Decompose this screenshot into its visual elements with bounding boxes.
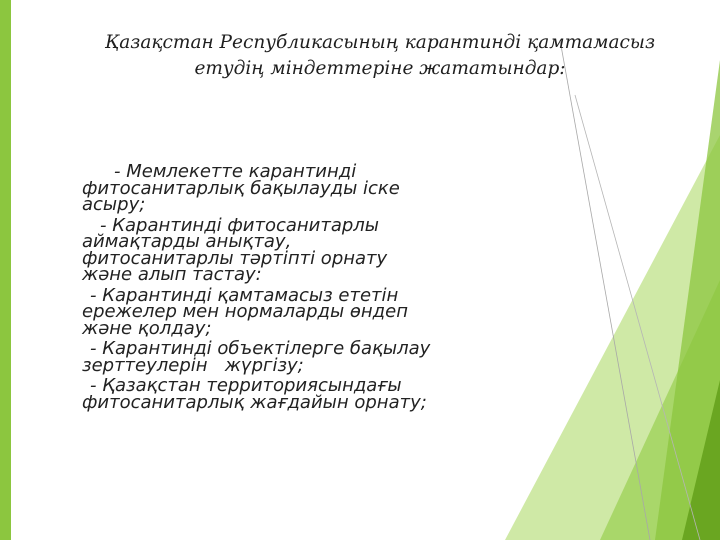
list-item-line: - Карантинді қамтамасыз ететін <box>90 284 399 306</box>
list-item-line: фитосанитарлық бақылауды іске <box>82 177 400 199</box>
list-item-line: ережелер мен нормаларды өндеп <box>82 301 408 322</box>
list-item-line: аймақтарды анықтау, <box>82 231 292 252</box>
list-item-line: зерттеулерін жүргізу; <box>82 354 304 376</box>
list-item <box>82 214 602 285</box>
list-item-line: фитосанитарлы тәртіпті орнату <box>82 247 388 269</box>
list-item-line: - Карантинді фитосанитарлы <box>100 214 380 236</box>
list-item-line: және қолдау; <box>82 317 212 339</box>
list-item-line: - Қазақстан территориясындағы <box>90 375 402 396</box>
list-item <box>82 338 602 376</box>
list-item <box>82 284 602 339</box>
duties-list <box>82 161 602 413</box>
title-line-1: Қазақстан Республикасының карантинді қамтамасыз <box>104 32 656 53</box>
list-item-line: - Карантинді объектілерге бақылау <box>90 338 431 359</box>
list-item <box>82 375 602 413</box>
list-item-line: - Мемлекетте карантинді <box>114 161 357 182</box>
list-item-line: фитосанитарлық жағдайын орнату; <box>82 391 427 413</box>
list-item-line: және алып тастау: <box>82 264 262 285</box>
title-line-2: етудің міндеттеріне жататындар: <box>194 58 566 79</box>
list-item <box>82 161 602 215</box>
slide-title <box>70 30 690 82</box>
list-item-line: асыру; <box>82 194 146 215</box>
left-accent-bar <box>0 0 11 540</box>
